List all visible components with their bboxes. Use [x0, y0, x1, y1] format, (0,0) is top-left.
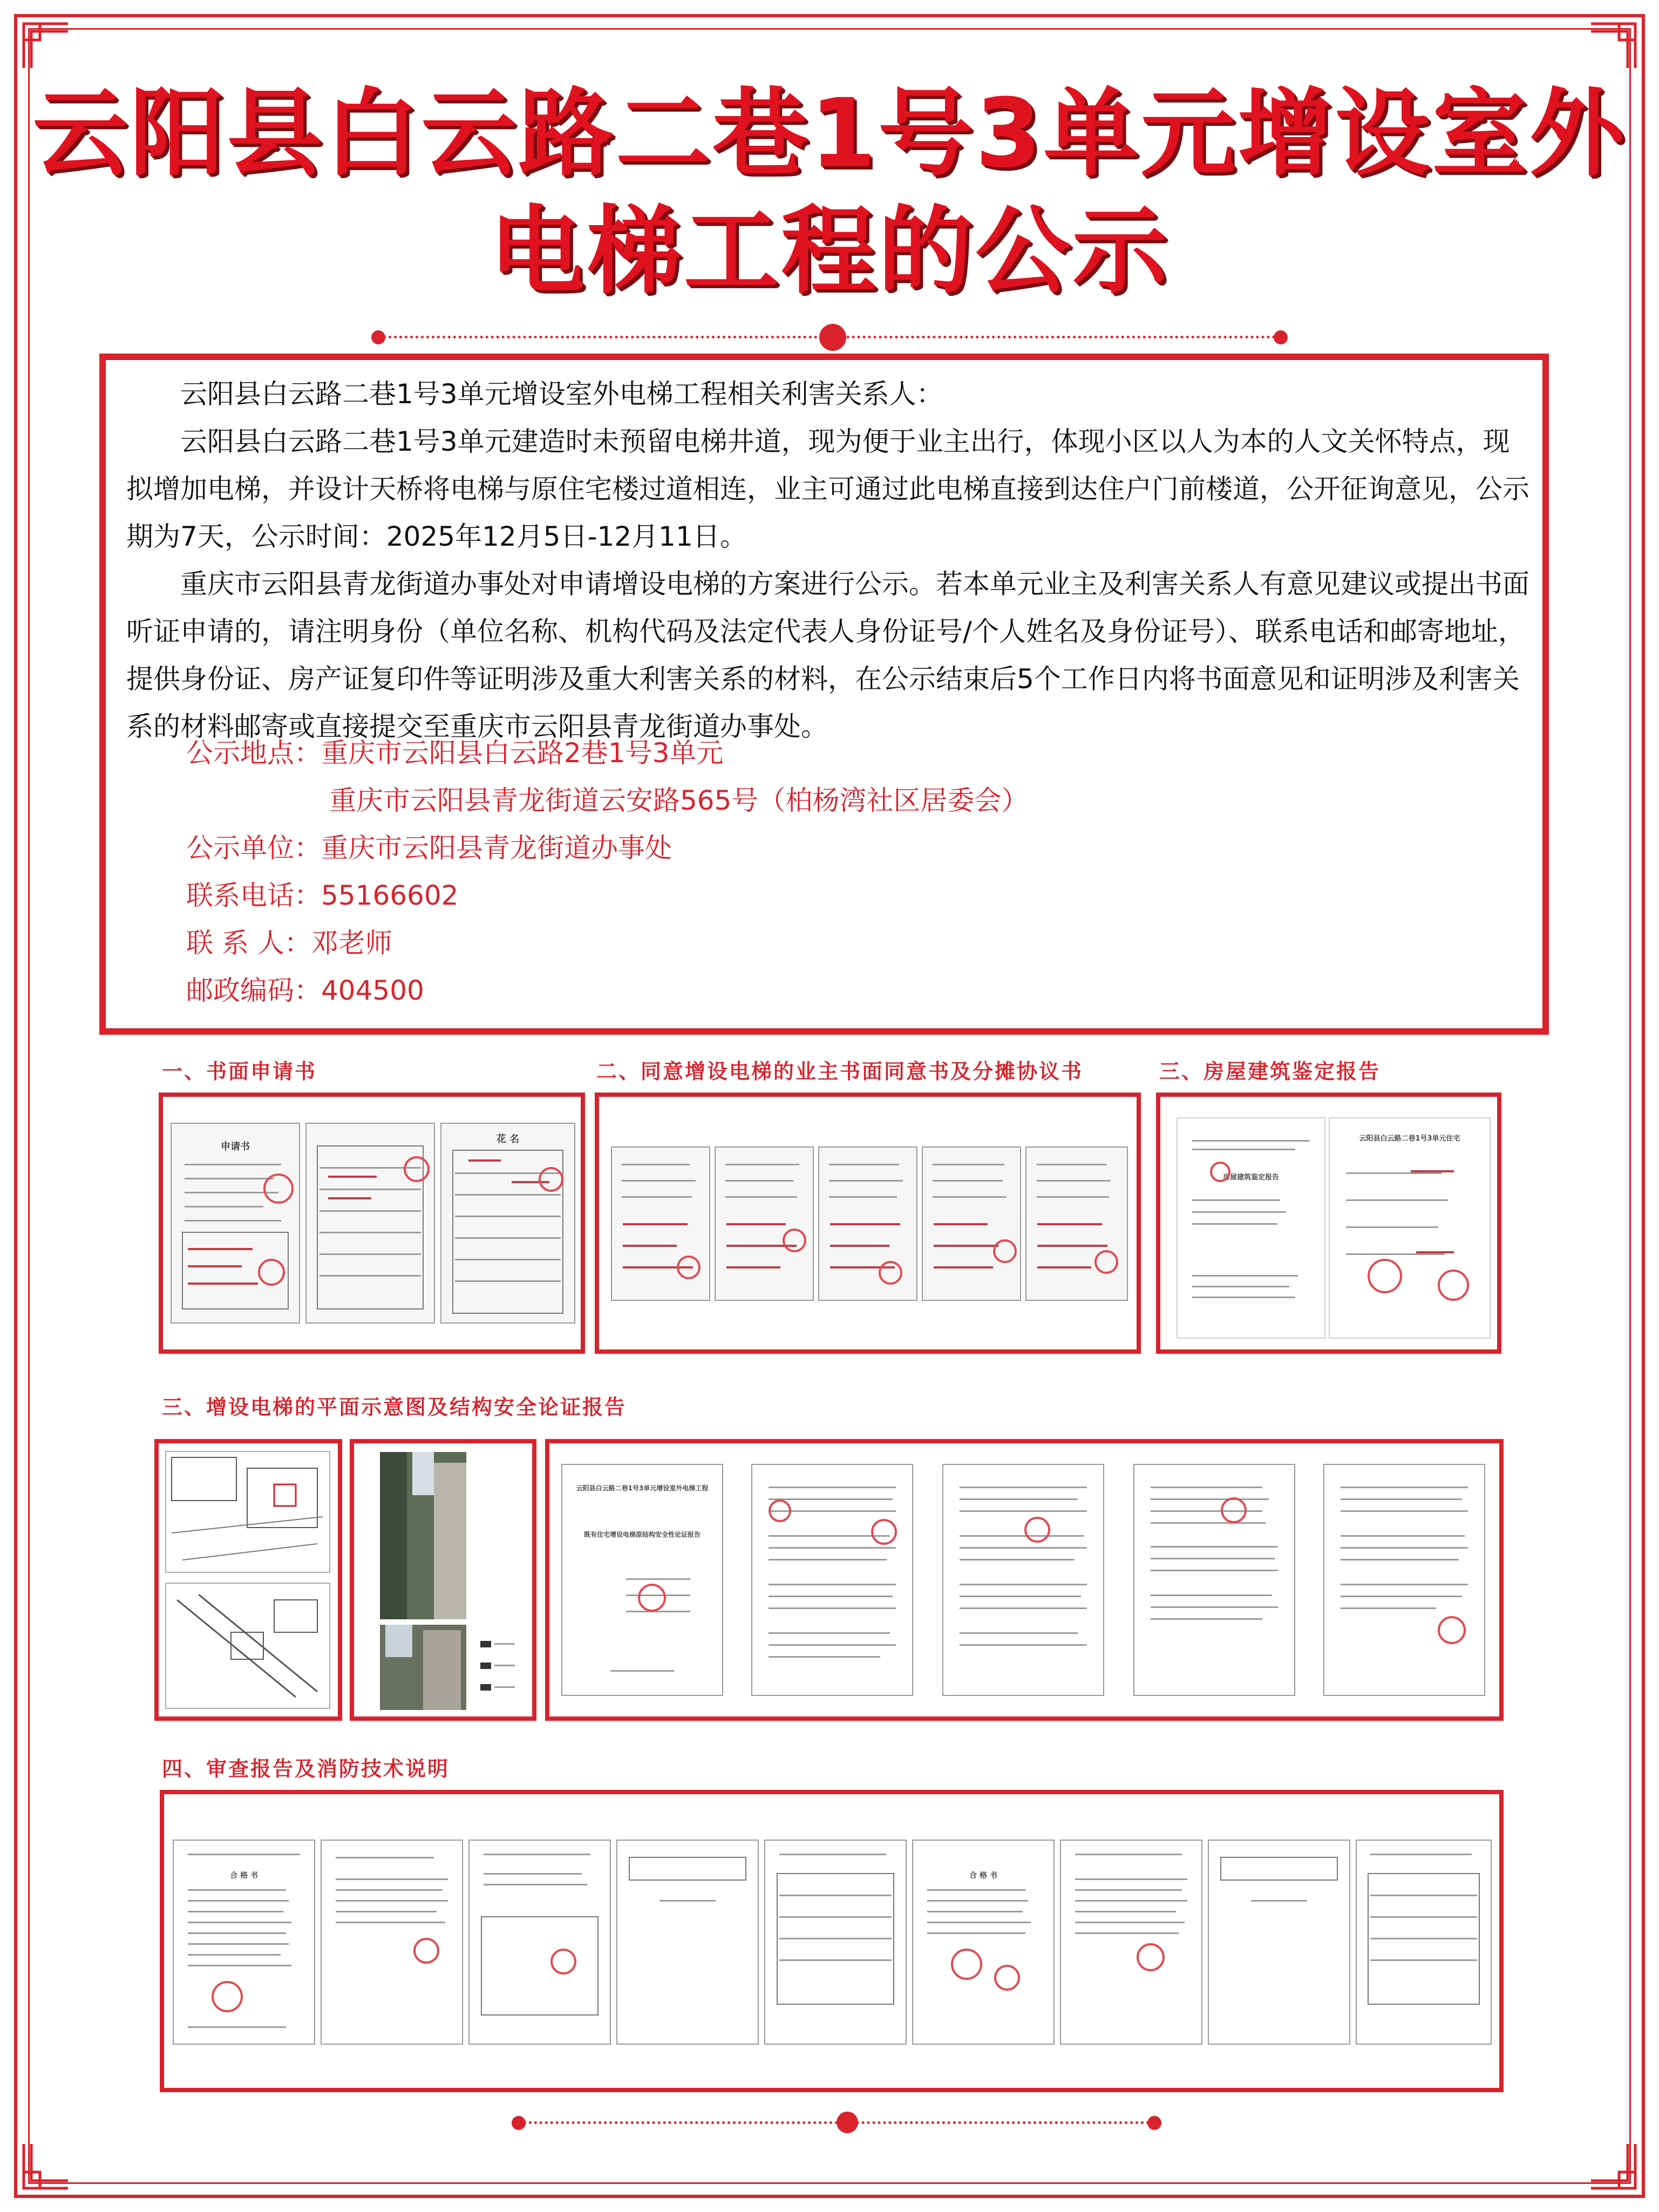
- review-table-page-2: [1356, 1840, 1492, 2045]
- phone-value: 55166602: [321, 880, 459, 911]
- floor-plan-drawing: [165, 1583, 330, 1709]
- section-5-label: 四、审查报告及消防技术说明: [162, 1757, 450, 1781]
- consent-document-3: [818, 1146, 917, 1301]
- section-3-label: 三、房屋建筑鉴定报告: [1159, 1060, 1381, 1083]
- application-document: [171, 1123, 300, 1324]
- divider-dot: [512, 2116, 526, 2130]
- person-value: 邓老师: [311, 927, 392, 959]
- page-title-line2: 电梯工程的公示: [489, 196, 1170, 307]
- location-value-2: 重庆市云阳县青龙街道云安路565号（柏杨湾社区居委会）: [329, 785, 1029, 816]
- notice-salutation: 云阳县白云路二巷1号3单元增设室外电梯工程相关利害关系人：: [180, 378, 943, 410]
- certificate-2-title: 合 格 书: [969, 1871, 997, 1880]
- phone-label: 联系电话：: [186, 880, 321, 911]
- review-certificate-2: [912, 1840, 1055, 2045]
- section-1-label: 一、书面申请书: [162, 1060, 317, 1083]
- notice-paragraph-2: 重庆市云阳县青龙街道办事处对申请增设电梯的方案进行公示。若本单元业主及利害关系人有意见建议或提出书面听证申请的，请注明身份（单位名称、机构代码及法定代表人身份证号/个人姓名及身份证号）、联系电话和邮寄地址，提供身份证、房产证复印件等证明涉及重大利害关系的材料，在公示结束后5个工作日内将书面意见和证明涉及利害关系的材料邮寄或直接提交至重庆市云阳县青龙街道办事处。: [126, 568, 1529, 742]
- name-list-title: 花 名: [496, 1134, 520, 1145]
- safety-report-page-3: [1133, 1464, 1295, 1696]
- notice-paragraph-1: 云阳县白云路二巷1号3单元建造时未预留电梯井道，现为便于业主出行，体现小区以人为本的人文关怀特点，现拟增加电梯，并设计天桥将电梯与原住宅楼过道相连，业主可通过此电梯直接到达住户门前楼道，公开征询意见，公示期为7天，公示时间：2025年12月5日-12月11日。: [126, 426, 1529, 552]
- unit-row: [186, 832, 672, 864]
- person-label: 联 系 人：: [186, 927, 311, 959]
- unit-value: 重庆市云阳县青龙街道办事处: [321, 832, 672, 864]
- postcode-row: [186, 977, 424, 1004]
- location-value-1: 重庆市云阳县白云路2巷1号3单元: [321, 737, 724, 769]
- divider-dot: [819, 324, 846, 351]
- review-page-7: [1060, 1840, 1202, 2045]
- name-list-document: [440, 1123, 575, 1324]
- safety-report-page-2: [942, 1464, 1104, 1696]
- page-title-line1: 云阳县白云路二巷1号3单元增设室外: [32, 78, 1627, 189]
- corner-ornament-icon: [1589, 22, 1637, 70]
- divider-dot: [837, 2112, 858, 2133]
- corner-ornament-icon: [1589, 2142, 1637, 2190]
- divider-dot: [1274, 330, 1288, 344]
- appraisal-report-title: 房屋建筑鉴定报告: [1222, 1173, 1279, 1182]
- safety-report-page-1: [751, 1464, 913, 1696]
- review-page-3: [468, 1840, 611, 2045]
- consent-document-4: [922, 1146, 1021, 1301]
- divider-dot: [371, 330, 385, 344]
- section-4-label: 三、增设电梯的平面示意图及结构安全论证报告: [162, 1395, 627, 1419]
- site-plan-drawing: [165, 1451, 330, 1573]
- review-table-page-1: [764, 1840, 907, 2045]
- corner-ornament-icon: [22, 22, 70, 70]
- location-row-1: [186, 737, 724, 769]
- safety-report-cover: [561, 1464, 723, 1696]
- application-doc-title: 申请书: [221, 1141, 250, 1152]
- location-row-2: [329, 787, 1028, 814]
- review-page-4: [616, 1840, 759, 2045]
- location-label: 公示地点：: [186, 737, 321, 769]
- section-2-label: 二、同意增设电梯的业主书面同意书及分摊协议书: [596, 1060, 1084, 1083]
- phone-row: [186, 882, 459, 909]
- review-page-2: [321, 1840, 463, 2045]
- review-certificate-1: [173, 1840, 315, 2045]
- notice-text: [126, 370, 1529, 750]
- site-photo-1: [380, 1452, 466, 1619]
- appraisal-report-signoff: [1329, 1117, 1491, 1339]
- consent-document-5: [1025, 1146, 1128, 1301]
- review-page-8: [1208, 1840, 1350, 2045]
- divider-dot: [1147, 2116, 1161, 2130]
- consent-document-1: [611, 1146, 710, 1301]
- safety-report-title: 既有住宅增设电梯原结构安全性论证报告: [583, 1531, 701, 1538]
- site-photo-2: [380, 1625, 466, 1710]
- unit-label: 公示单位：: [186, 832, 321, 864]
- corner-ornament-icon: [22, 2142, 70, 2190]
- safety-report-page-4: [1323, 1464, 1485, 1696]
- safety-report-project: 云阳县白云路二巷1号3单元增设室外电梯工程: [576, 1484, 709, 1492]
- consent-document-2: [715, 1146, 814, 1301]
- photo-legend: [475, 1630, 527, 1706]
- person-row: [186, 927, 392, 959]
- roster-document: [305, 1123, 435, 1324]
- postcode-value: 404500: [321, 975, 424, 1006]
- appraisal-signoff-title: 云阳县白云路二巷1号3单元住宅: [1359, 1135, 1460, 1143]
- certificate-1-title: 合 格 书: [230, 1871, 258, 1880]
- postcode-label: 邮政编码：: [186, 975, 321, 1006]
- appraisal-report-cover: [1177, 1117, 1325, 1339]
